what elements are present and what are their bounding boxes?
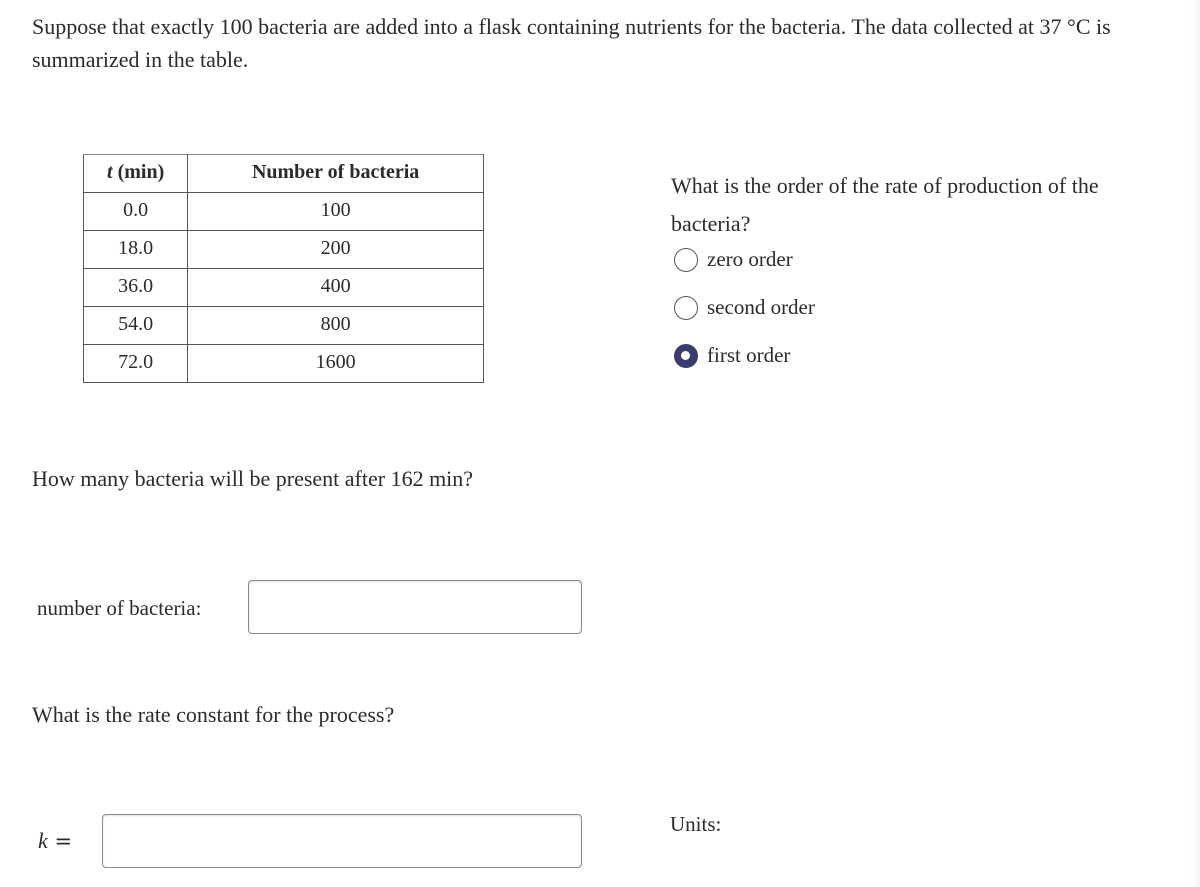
k-equals: = bbox=[54, 829, 73, 853]
table-row bbox=[84, 307, 484, 345]
radio-button[interactable] bbox=[674, 248, 698, 272]
bacteria-count-question: How many bacteria will be present after 162 min? bbox=[32, 466, 474, 491]
cell-bacteria: 1600 bbox=[188, 345, 484, 383]
cell-time: 0.0 bbox=[84, 193, 188, 231]
order-question: What is the order of the rate of production of the bacteria? bbox=[671, 173, 1099, 236]
cell-bacteria: 100 bbox=[188, 193, 484, 231]
bacteria-data-table bbox=[83, 154, 484, 383]
rate-constant-input[interactable] bbox=[102, 814, 582, 868]
table-row bbox=[84, 231, 484, 269]
cell-time: 72.0 bbox=[84, 345, 188, 383]
radio-button-selected[interactable] bbox=[674, 344, 698, 368]
page-edge-shadow bbox=[1190, 0, 1200, 887]
time-unit: (min) bbox=[117, 161, 165, 183]
table-header-row bbox=[84, 155, 484, 193]
radio-button[interactable] bbox=[674, 296, 698, 320]
cell-time: 54.0 bbox=[84, 307, 188, 345]
rate-constant-question: What is the rate constant for the process? bbox=[32, 702, 395, 727]
cell-bacteria: 800 bbox=[188, 307, 484, 345]
k-variable: k bbox=[38, 828, 48, 853]
table-row bbox=[84, 193, 484, 231]
bacteria-count-input[interactable] bbox=[248, 580, 582, 634]
bacteria-count-label: number of bacteria: bbox=[37, 596, 202, 620]
cell-bacteria: 200 bbox=[188, 231, 484, 269]
option-zero-order[interactable] bbox=[674, 247, 793, 272]
option-label: first order bbox=[707, 343, 791, 367]
table-row bbox=[84, 269, 484, 307]
units-label: Units: bbox=[670, 812, 722, 836]
time-variable: t bbox=[107, 161, 113, 183]
cell-time: 18.0 bbox=[84, 231, 188, 269]
table-row bbox=[84, 345, 484, 383]
option-first-order[interactable] bbox=[674, 343, 790, 368]
problem-intro: Suppose that exactly 100 bacteria are added into a flask containing nutrients for the bacteria. The data collected at 37 °C is summarized in the table. bbox=[32, 14, 1111, 72]
cell-bacteria: 400 bbox=[188, 269, 484, 307]
cell-time: 36.0 bbox=[84, 269, 188, 307]
option-label: second order bbox=[707, 295, 815, 319]
column-header-time bbox=[84, 155, 188, 193]
option-second-order[interactable] bbox=[674, 295, 815, 320]
column-header-bacteria: Number of bacteria bbox=[188, 155, 484, 193]
k-label bbox=[38, 828, 72, 854]
option-label: zero order bbox=[707, 247, 793, 271]
